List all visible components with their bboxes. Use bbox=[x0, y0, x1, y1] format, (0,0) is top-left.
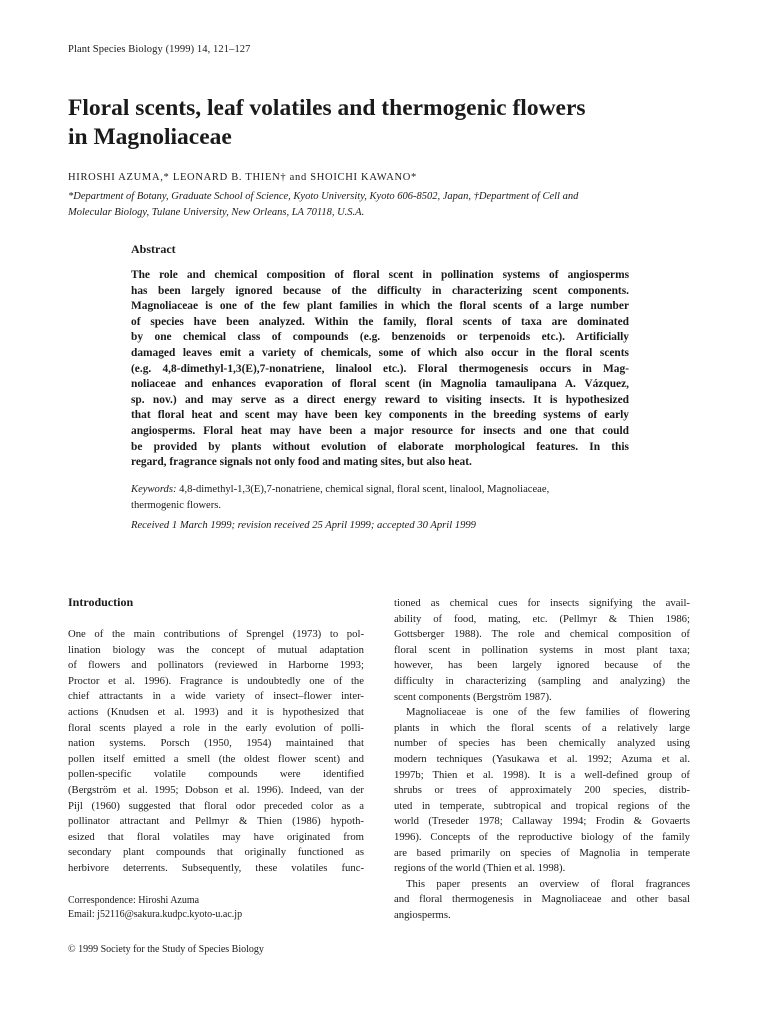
abstract-line: of species have been analyzed. Within the family, floral scents of taxa are dominated bbox=[131, 315, 629, 328]
affiliation bbox=[68, 189, 708, 221]
body-line: nation systems. Porsch (1950, 1954) maintained that bbox=[68, 737, 364, 750]
body-column-right bbox=[394, 596, 690, 923]
body-line: lination biology was the concept of mutual adaptation bbox=[68, 643, 364, 656]
abstract-body bbox=[131, 268, 629, 471]
body-line: modern techniques (Yasukawa et al. 1992; Azuma et al. bbox=[394, 752, 690, 765]
correspondence-email: Email: j52116@sakura.kudpc.kyoto-u.ac.jp bbox=[68, 909, 243, 920]
keywords-line bbox=[131, 482, 641, 498]
body-line: number of species has been chemically analyzed using bbox=[394, 737, 690, 750]
abstract-line: that floral heat and scent may have been key components in the breeding systems of early bbox=[131, 409, 629, 422]
keywords-label: Keywords: bbox=[131, 484, 177, 495]
body-line: One of the main contributions of Sprengel (1973) to pol- bbox=[68, 628, 364, 640]
body-line: world (Treseder 1978; Callaway 1994; Frodin & Govaerts bbox=[394, 815, 690, 828]
body-line: Pijl (1960) suggested that floral odor preceded color as a bbox=[68, 799, 364, 812]
abstract-line: damaged leaves emit a variety of chemicals, some of which also occur in the floral scents bbox=[131, 346, 629, 359]
body-line: This paper presents an overview of floral fragrances bbox=[406, 877, 690, 890]
body-line: esized that floral volatiles may have originated from bbox=[68, 830, 364, 843]
abstract-line: angiosperms. Floral heat may have been a major resource for insects and one that could bbox=[131, 424, 629, 437]
body-line: however, has been largely ignored because of the bbox=[394, 659, 690, 672]
body-line: secondary plant compounds that originally functioned as bbox=[68, 846, 364, 859]
body-line: uted in temperate, subtropical and tropical regions of the bbox=[394, 799, 690, 812]
copyright-notice: © 1999 Society for the Study of Species Biology bbox=[68, 944, 264, 955]
body-line: and floral thermogenesis in Magnoliaceae and other basal bbox=[394, 893, 690, 906]
body-line: chief attractants in a wide variety of insect–flower inter- bbox=[68, 690, 364, 703]
abstract-line: (e.g. 4,8-dimethyl-1,3(E),7-nonatriene, linalool etc.). Floral thermogenesis occurs in Mag- bbox=[131, 362, 629, 375]
body-line: plants in which the floral scents of a relatively large bbox=[394, 721, 690, 734]
body-line: floral scents played a role in the early evolution of polli- bbox=[68, 721, 364, 734]
body-line: 1996). Concepts of the reproductive biology of the family bbox=[394, 830, 690, 843]
article-title bbox=[68, 94, 708, 152]
affiliation-line: Molecular Biology, Tulane University, New Orleans, LA 70118, U.S.A. bbox=[68, 207, 365, 218]
abstract-line: Magnoliaceae is one of the few plant families in which the floral scents of a large number bbox=[131, 300, 629, 313]
body-line: herbivore deterrents. Subsequently, these volatiles func- bbox=[68, 861, 364, 874]
body-line: angiosperms. bbox=[394, 908, 451, 921]
correspondence-line: Correspondence: Hiroshi Azuma bbox=[68, 895, 200, 906]
journal-citation: Plant Species Biology (1999) 14, 121–127 bbox=[68, 44, 251, 55]
body-line: pollen-specific volatile compounds were identified bbox=[68, 768, 364, 781]
body-column-left bbox=[68, 627, 364, 877]
body-line: ability of food, mating, etc. (Pellmyr & Thien 1986; bbox=[394, 612, 690, 625]
keywords-text: 4,8-dimethyl-1,3(E),7-nonatriene, chemical signal, floral scent, linalool, Magnoliaceae, bbox=[179, 484, 550, 495]
body-line: difficulty in characterizing (sampling and analyzing) the bbox=[394, 674, 690, 687]
body-line: Proctor et al. 1996). Fragrance is undoubtedly one of the bbox=[68, 674, 364, 687]
body-line: Magnoliaceae is one of the few families of flowering bbox=[406, 706, 690, 719]
keywords bbox=[131, 482, 641, 514]
body-line: pollen itself emitted a smell (the oldest flower scent) and bbox=[68, 752, 364, 765]
title-line: Floral scents, leaf volatiles and thermogenic flowers bbox=[68, 95, 586, 121]
author-list: HIROSHI AZUMA,* LEONARD B. THIEN† and SHOICHI KAWANO* bbox=[68, 172, 418, 183]
abstract-heading: Abstract bbox=[131, 242, 176, 256]
body-line: scent components (Bergström 1987). bbox=[394, 690, 552, 703]
abstract-line: be provided by plants without evolution of elaborate morphological features. In this bbox=[131, 440, 629, 453]
correspondence-note bbox=[68, 894, 242, 922]
body-line: shrubs or trees of approximately 200 species, distrib- bbox=[394, 784, 690, 797]
body-line: actions (Knudsen et al. 1993) and it is hypothesized that bbox=[68, 705, 364, 718]
body-line: tioned as chemical cues for insects signifying the avail- bbox=[394, 597, 690, 609]
abstract-line: sp. nov.) and may serve as a direct energy reward to visiting insects. It is hypothesized bbox=[131, 393, 629, 406]
manuscript-dates: Received 1 March 1999; revision received 25 April 1999; accepted 30 April 1999 bbox=[131, 520, 476, 531]
body-line: pollinator attractant and Pellmyr & Thien (1986) hypoth- bbox=[68, 815, 364, 828]
affiliation-line: *Department of Botany, Graduate School of Science, Kyoto University, Kyoto 606-8502, Japan, †Department of Cell and bbox=[68, 191, 579, 202]
body-line: of flowers and pollinators (reviewed in Harborne 1993; bbox=[68, 659, 364, 672]
abstract-line: by one chemical class of compounds (e.g. benzenoids or terpenoids etc.). Artificially bbox=[131, 331, 629, 344]
section-heading-introduction: Introduction bbox=[68, 595, 134, 609]
body-line: regions of the world (Thien et al. 1998). bbox=[394, 862, 566, 875]
abstract-line: has been largely ignored because of the difficulty in characterizing scent components. bbox=[131, 284, 629, 297]
body-line: are based primarily on species of Magnolia in temperate bbox=[394, 846, 690, 859]
title-line: in Magnoliaceae bbox=[68, 124, 232, 150]
body-line: floral scent in pollination systems in most plant taxa; bbox=[394, 643, 690, 656]
abstract-line: noliaceae and enhances evaporation of floral scent (in Magnolia tamaulipana A. Vázquez, bbox=[131, 378, 629, 391]
abstract-line: regard, fragrance signals not only food and mating sites, but also heat. bbox=[131, 456, 472, 469]
body-line: Gottsberger 1988). The role and chemical composition of bbox=[394, 628, 690, 641]
body-line: 1997b; Thien et al. 1998). It is a well-defined group of bbox=[394, 768, 690, 781]
body-line: (Bergström et al. 1995; Dobson et al. 1996). Indeed, van der bbox=[68, 783, 364, 796]
abstract-line: The role and chemical composition of floral scent in pollination systems of angiosperms bbox=[131, 269, 629, 281]
keywords-line: thermogenic flowers. bbox=[131, 500, 222, 511]
